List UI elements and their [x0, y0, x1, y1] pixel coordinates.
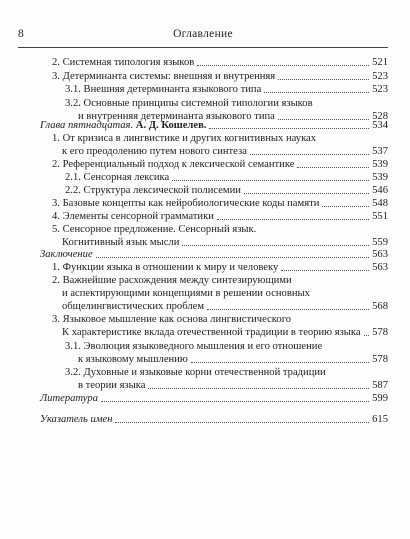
toc-entry-title: 3. Базовые концепты как нейробиологические коды памяти [52, 198, 320, 209]
dot-leader [244, 192, 369, 194]
toc-entry-title-cont: в теории языка [78, 380, 146, 391]
page-number: 8 [18, 28, 24, 40]
dot-leader [115, 421, 369, 423]
toc-entry-title-cont: и аспектирующими концепциями в решении основных [62, 288, 310, 299]
toc-entry-title: 2. Референциальный подход к лексической семантике [52, 159, 295, 170]
dot-leader [364, 334, 370, 336]
running-header [18, 28, 388, 46]
dot-leader [281, 269, 369, 271]
dot-leader [101, 400, 369, 402]
dot-leader [197, 64, 369, 66]
running-title: Оглавление [173, 28, 233, 40]
toc-entry-title: 3.2. Основные принципы системной типологии языков [65, 97, 313, 109]
dot-leader [182, 244, 369, 246]
toc-entry-title: 2. Системная типология языков [52, 57, 195, 68]
toc-entry-title: 2. Важнейшие расхождения между синтезирующими [52, 275, 292, 286]
toc-entry-title-cont: и внутренняя детерминанта языкового типа [78, 110, 275, 122]
dot-leader [217, 218, 369, 220]
chapter-label: Глава пятнадцатая. [40, 120, 136, 131]
dot-leader [209, 127, 369, 129]
header-rule [18, 47, 388, 48]
toc-page-number: 548 [372, 198, 388, 209]
toc-entry-title: 2.2. Структура лексической полисемии [65, 185, 241, 196]
dot-leader [191, 361, 369, 363]
toc-section-title: Литература [40, 393, 98, 404]
toc-page-number: 568 [372, 301, 388, 312]
toc-page-number: 537 [372, 146, 388, 157]
dot-leader [322, 205, 369, 207]
dot-leader [172, 179, 369, 181]
toc-entry-title-cont: К характеристике вклада отечественной традиции в теорию языка [62, 327, 361, 338]
toc-entry-title: 1. От кризиса в лингвистике и других когнитивных науках [52, 133, 317, 144]
toc-page-number: 521 [372, 57, 388, 68]
toc-page-number: 563 [372, 249, 388, 260]
toc-page-number: 551 [372, 211, 388, 222]
toc-entry-title-cont: к его преодолению путем нового синтеза [62, 146, 247, 157]
toc-entry-title: 1. Функции языка в отношении к миру и человеку [52, 262, 279, 273]
toc-page-number: 528 [372, 110, 388, 122]
toc-entry-title-cont: Когнитивный язык мысли [62, 237, 180, 248]
dot-leader [96, 256, 369, 258]
toc-entry-title: 5. Сенсорное предложение. Сенсорный язык. [52, 224, 257, 235]
toc-page-number: 563 [372, 262, 388, 273]
toc-page-number: 534 [372, 120, 388, 131]
toc-entry-title-cont: общелингвистических проблем [62, 301, 205, 312]
toc-entry-title: 3. Детерминанта системы: внешняя и внутренняя [52, 70, 276, 82]
chapter-author: А. Д. Кошелев. [135, 120, 207, 131]
toc-entry-title: 3.2. Духовные и языковые корни отечественной традиции [65, 367, 326, 378]
toc-entry-title: 2.1. Сенсорная лексика [65, 172, 170, 183]
toc-page-number: 539 [372, 159, 388, 170]
toc-entry-title: 3.1. Эволюция языковедного мышления и его отношение [65, 341, 323, 352]
toc-page-number: 578 [372, 354, 388, 365]
dot-leader [264, 91, 369, 93]
toc-entry-title-cont: к языковому мышлению [78, 354, 188, 365]
toc-page-number: 615 [372, 414, 388, 425]
dot-leader [250, 153, 369, 155]
toc-page-number: 578 [372, 327, 388, 338]
dot-leader [278, 78, 369, 80]
toc-entry-title: 3.1. Внешняя детерминанта языкового типа [65, 84, 262, 95]
toc-entry-title: 4. Элементы сенсорной грамматики [52, 211, 214, 222]
toc-section-title: Указатель имен [40, 414, 113, 425]
dot-leader [297, 166, 369, 168]
toc-page-number: 523 [372, 84, 388, 95]
toc-page-number: 539 [372, 172, 388, 183]
toc-page-number: 559 [372, 237, 388, 248]
dot-leader [207, 308, 369, 310]
toc-entry-title: 3. Языковое мышление как основа лингвистического [52, 314, 292, 325]
toc-page-number: 523 [372, 70, 388, 82]
toc-page-number: 546 [372, 185, 388, 196]
toc-section-title: Заключение [40, 249, 93, 260]
toc-page-number: 587 [372, 380, 388, 391]
toc-page-number: 599 [372, 393, 388, 404]
dot-leader [148, 387, 369, 389]
